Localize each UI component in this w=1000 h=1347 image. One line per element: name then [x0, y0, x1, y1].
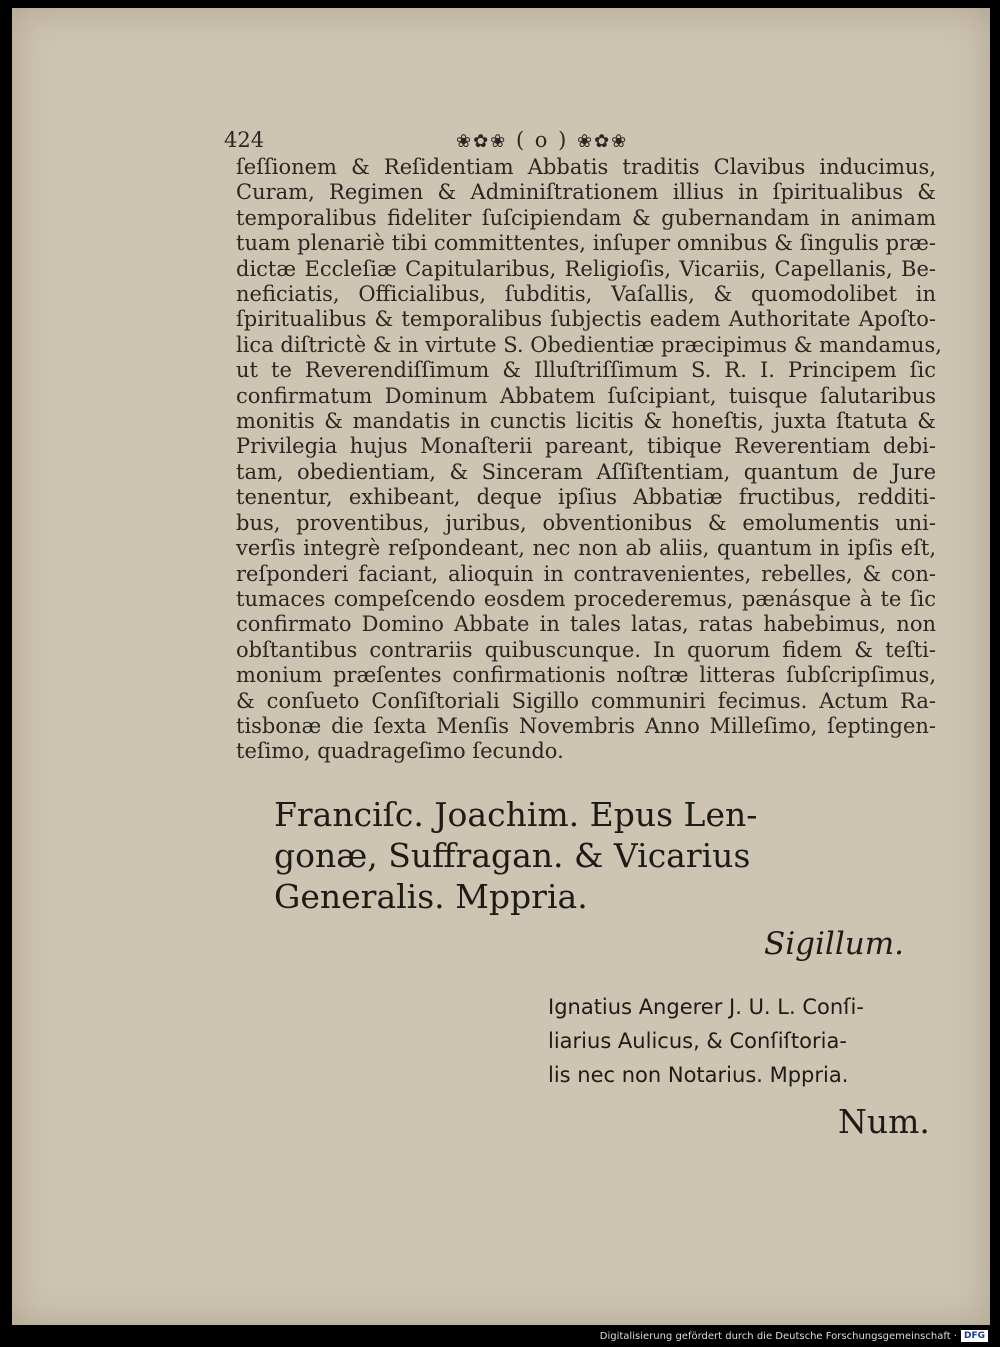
signature-block [274, 794, 758, 917]
notary-line: Ignatius Angerer J. U. L. Conſi- [548, 995, 864, 1019]
text-line: confirmato Domino Abbate in tales latas, ratas habebimus, non [236, 612, 936, 637]
text-line: Curam, Regimen & Adminiſtrationem illius in ſpiritualibus & [236, 180, 936, 205]
text-line: tisbonæ die ſexta Menſis Novembris Anno Milleſimo, ſeptingen- [236, 713, 936, 738]
text-line: ſpiritualibus & temporalibus ſubjectis eadem Authoritate Apoſto- [236, 307, 936, 332]
text-line: monium præſentes confirmationis noſtræ litteras ſubſcripſimus, [236, 663, 936, 688]
signature-line: Franciſc. Joachim. Epus Len- [274, 795, 758, 834]
ornament-right-icon: ❀✿❀ [577, 131, 629, 152]
text-line: verſis integrè reſpondeant, nec non ab aliis, quantum in ipſis eſt, [236, 536, 936, 561]
signature-line: Generalis. Mppria. [274, 877, 588, 916]
ornament-center: ( o ) [515, 128, 569, 152]
text-line: ut te Reverendiſſimum & Illuſtriſſimum S. R. I. Principem ſic [236, 358, 936, 383]
text-line: tuam plenariè tibi committentes, inſuper omnibus & ſingulis præ- [236, 231, 936, 256]
ornament-left-icon: ❀✿❀ [456, 131, 508, 152]
notary-block [548, 990, 938, 1092]
seal-label: Sigillum. [764, 926, 904, 962]
text-line: tumaces compeſcendo eosdem procederemus, pænásque à te ſic [236, 586, 936, 611]
dfg-logo-icon: DFG [961, 1330, 988, 1342]
footer-text: Digitalisierung gefördert durch die Deutsche Forschungsgemeinschaft · [599, 1330, 957, 1342]
text-line: confirmatum Dominum Abbatem ſuſcipiant, tuisque ſalutaribus [236, 383, 936, 408]
text-line: teſimo, quadrageſimo ſecundo. [236, 739, 564, 764]
header-ornament [456, 128, 628, 152]
notary-line: liarius Aulicus, & Conſiſtoria- [548, 1029, 847, 1053]
page-header [224, 128, 744, 158]
document-page [12, 8, 990, 1325]
page-number: 424 [224, 128, 265, 152]
text-line: lica diſtrictè & in virtute S. Obedientiæ præcipimus & mandamus, [236, 332, 942, 357]
notary-line: lis nec non Notarius. Mppria. [548, 1063, 849, 1087]
text-line: obſtantibus contrariis quibuscunque. In quorum fidem & teſti- [236, 637, 936, 662]
text-line: reſponderi faciant, alioquin in contravenientes, rebelles, & con- [236, 561, 936, 586]
text-line: bus, proventibus, juribus, obventionibus & emolumentis uni- [236, 510, 936, 535]
catchword: Num. [838, 1102, 930, 1141]
body-text [236, 155, 942, 765]
text-line: neficiatis, Officialibus, ſubditis, Vaſallis, & quomodolibet in [236, 282, 936, 307]
text-line: ſeſſionem & Reſidentiam Abbatis traditis Clavibus inducimus, [236, 155, 936, 179]
signature-line: gonæ, Suffragan. & Vicarius [274, 836, 751, 875]
text-line: temporalibus fideliter ſuſcipiendam & gubernandam in animam [236, 205, 936, 230]
text-line: Privilegia hujus Monaſterii pareant, tibique Reverentiam debi- [236, 434, 936, 459]
text-line: dictæ Eccleſiæ Capitularibus, Religioſis, Vicariis, Capellanis, Be- [236, 256, 936, 281]
text-line: tam, obedientiam, & Sinceram Aſſiſtentiam, quantum de Jure [236, 459, 936, 484]
text-line: tenentur, exhibeant, deque ipſius Abbatiæ fructibus, redditi- [236, 485, 936, 510]
text-line: monitis & mandatis in cunctis licitis & honeſtis, juxta ſtatuta & [236, 409, 936, 434]
footer-credit [600, 1330, 988, 1342]
text-line: & conſueto Conſiſtoriali Sigillo communiri fecimus. Actum Ra- [236, 688, 936, 713]
